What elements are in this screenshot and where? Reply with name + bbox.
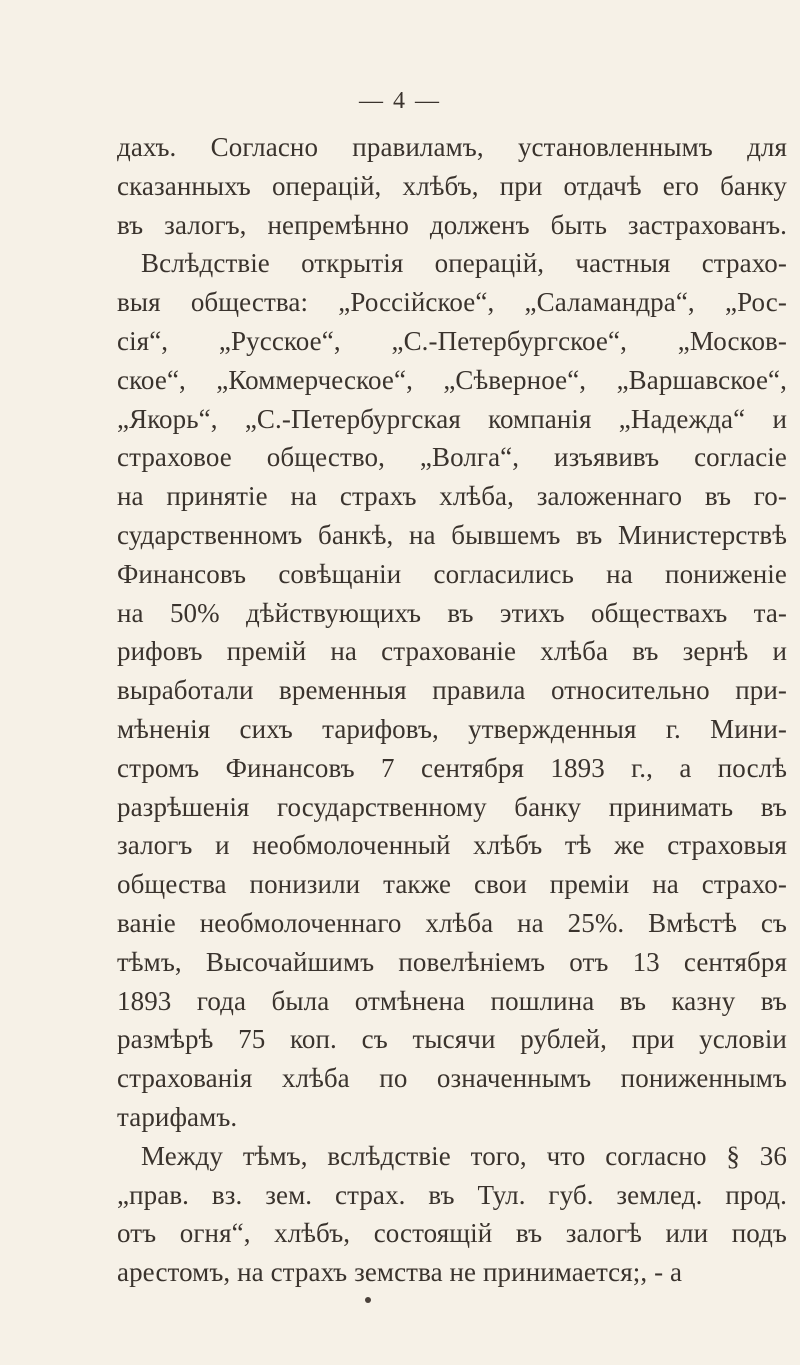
text-line: Между тѣмъ, вслѣдствіе того, что согласно § 36 [141, 1140, 787, 1171]
text-line: дахъ. Согласно правиламъ, установленнымъ для [117, 132, 787, 162]
text-line: страхованія хлѣба по означеннымъ пониженнымъ [117, 1063, 787, 1094]
text-line: Финансовъ совѣщаніи согласились на пониженіе [117, 558, 787, 589]
text-line: въ залогъ, непремѣнно долженъ быть застрахованъ. [117, 209, 787, 240]
text-line: разрѣшенія государственному банку принимать въ [117, 791, 787, 822]
text-line: размѣрѣ 75 коп. съ тысячи рублей, при условіи [117, 1024, 787, 1055]
text-line: тарифамъ. [117, 1101, 238, 1132]
text-line: ваніе необмолоченнаго хлѣба на 25%. Вмѣстѣ съ [117, 907, 787, 938]
text-line: выя общества: „Россійское“, „Саламандра“, „Рос- [117, 287, 787, 318]
text-line: сія“, „Русское“, „С.-Петербургское“, „Москов- [117, 325, 787, 356]
text-line: „прав. вз. зем. страх. въ Тул. губ. землед. прод. [117, 1179, 787, 1210]
text-line: сказанныхъ операцій, хлѣбъ, при отдачѣ его банку [117, 170, 787, 201]
page-number: — 4 — [359, 88, 441, 114]
text-line: на принятіе на страхъ хлѣба, заложеннаго въ го- [117, 481, 787, 512]
text-line: ское“, „Коммерческое“, „Сѣверное“, „Варшавское“, [117, 364, 787, 395]
body-text [117, 128, 787, 1292]
text-line: стромъ Финансовъ 7 сентября 1893 г., а послѣ [117, 752, 787, 783]
text-line: сударственномъ банкѣ, на бывшемъ въ Министерствѣ [117, 519, 787, 550]
text-line: отъ огня“, хлѣбъ, состоящій въ залогѣ или подъ [117, 1218, 787, 1249]
text-line: Вслѣдствіе открытія операцій, частныя страхо- [141, 248, 787, 279]
text-line: 1893 года была отмѣнена пошлина въ казну въ [117, 985, 787, 1016]
text-line: выработали временныя правила относительно при- [117, 675, 787, 706]
text-line: страховое общество, „Волга“, изъявивъ согласіе [117, 442, 787, 473]
text-line: на 50% дѣйствующихъ въ этихъ обществахъ та- [117, 597, 787, 628]
text-line: общества понизили также свои преміи на страхо- [117, 869, 787, 900]
text-line: тѣмъ, Высочайшимъ повелѣніемъ отъ 13 сентября [117, 946, 787, 977]
text-line: мѣненія сихъ тарифовъ, утвержденныя г. Мини- [117, 713, 787, 744]
text-line: залогъ и необмолоченный хлѣбъ тѣ же страховыя [117, 830, 787, 861]
ink-dot [365, 1297, 371, 1303]
text-line: арестомъ, на страхъ земства не принимается;, - а [117, 1257, 683, 1288]
text-line: „Якорь“, „С.-Петербургская компанія „Надежда“ и [117, 403, 787, 434]
text-line: рифовъ премій на страхованіе хлѣба въ зернѣ и [117, 636, 787, 667]
